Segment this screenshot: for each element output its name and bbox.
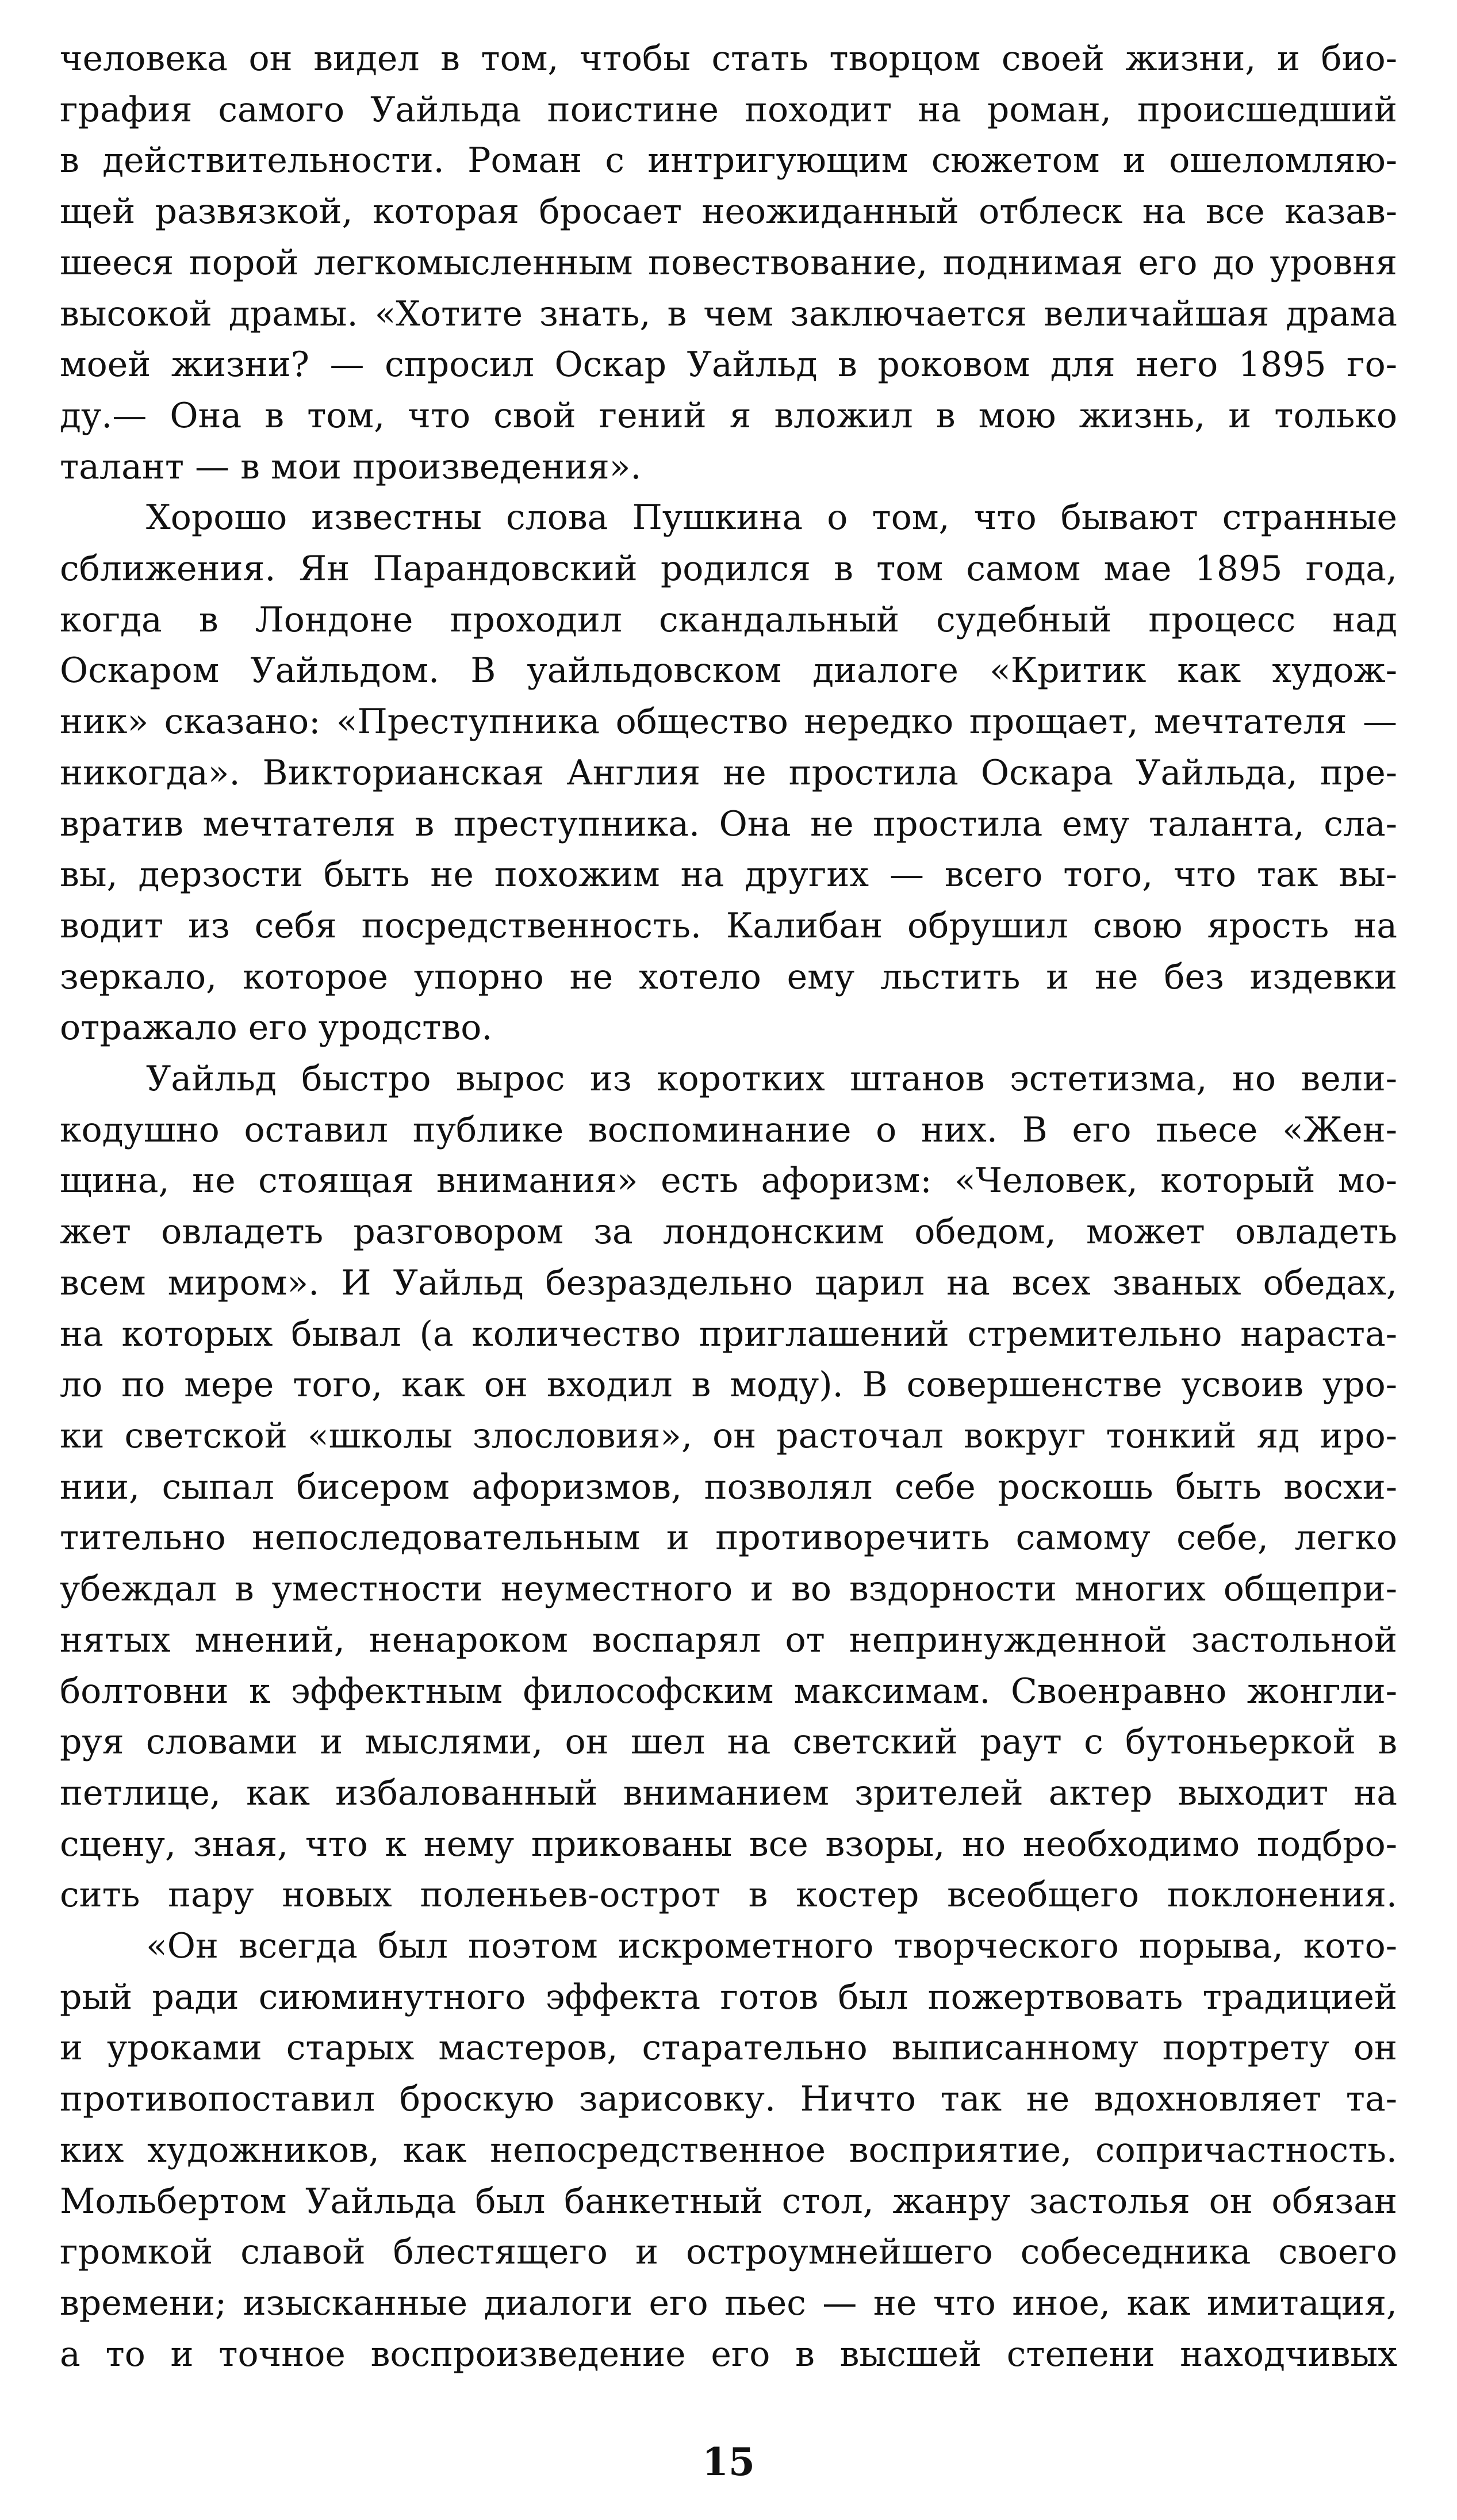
text-line: вы, дерзости быть не похожим на других — всего того, что так вы- — [60, 855, 1397, 895]
text-line: щей развязкой, которая бросает неожиданный отблеск на все казав- — [60, 192, 1397, 232]
text-line: противопоставил броскую зарисовку. Ничто так не вдохновляет та- — [60, 2079, 1397, 2120]
text-line: ник» сказано: «Преступника общество нередко прощает, мечтателя — — [60, 702, 1397, 742]
text-line: водит из себя посредственность. Калибан обрушил свою ярость на — [60, 905, 1397, 946]
text-line: высокой драмы. «Хотите знать, в чем заключается величайшая драма — [60, 293, 1397, 334]
text-line: зеркало, которое упорно не хотело ему льстить и не без издевки — [60, 956, 1397, 997]
text-line: на которых бывал (а количество приглашений стремительно нараста- — [60, 1313, 1397, 1354]
text-line: времени; изысканные диалоги его пьес — не что иное, как имитация, — [60, 2282, 1397, 2323]
text-line: шееся порой легкомысленным повествование, поднимая его до уровня — [60, 242, 1397, 283]
text-line: Мольбертом Уайльда был банкетный стол, жанру застолья он обязан — [60, 2181, 1397, 2222]
text-line: ду.— Она в том, что свой гений я вложил в мою жизнь, и только — [60, 395, 1397, 436]
text-line: никогда». Викторианская Англия не простила Оскара Уайльда, пре- — [60, 752, 1397, 793]
text-line: руя словами и мыслями, он шел на светский раут с бутоньеркой в — [60, 1722, 1397, 1763]
text-line: всем миром». И Уайльд безраздельно царил на всех званых обедах, — [60, 1262, 1397, 1303]
text-line: Уайльд быстро вырос из коротких штанов эстетизма, но вели- — [146, 1059, 1397, 1100]
page-number: 15 — [702, 2439, 755, 2484]
text-line: петлице, как избалованный вниманием зрителей актер выходит на — [60, 1772, 1397, 1813]
text-line: вратив мечтателя в преступника. Она не простила ему таланта, сла- — [60, 803, 1397, 844]
text-line: сцену, зная, что к нему прикованы все взоры, но необходимо подбро- — [60, 1824, 1397, 1864]
text-line: убеждал в уместности неуместного и во вздорности многих общепри- — [60, 1569, 1397, 1610]
text-line: кодушно оставил публике воспоминание о них. В его пьесе «Жен- — [60, 1109, 1397, 1150]
text-line: громкой славой блестящего и остроумнейшего собеседника своего — [60, 2232, 1397, 2273]
text-line: «Он всегда был поэтом искрометного творческого порыва, кото- — [146, 1926, 1397, 1967]
text-line: тительно непоследовательным и противоречить самому себе, легко — [60, 1518, 1397, 1558]
text-line: а то и точное воспроизведение его в высшей степени находчивых — [60, 2334, 1397, 2375]
text-line: рый ради сиюминутного эффекта готов был пожертвовать традицией — [60, 1977, 1397, 2017]
text-line: ких художников, как непосредственное восприятие, сопричастность. — [60, 2130, 1397, 2170]
text-line: жет овладеть разговором за лондонским обедом, может овладеть — [60, 1212, 1397, 1253]
paragraph — [60, 1054, 1397, 1921]
text-line: ки светской «школы злословия», он расточал вокруг тонкий яд иро- — [60, 1415, 1397, 1456]
text-line: нятых мнений, ненароком воспарял от непринужденной застольной — [60, 1619, 1397, 1660]
text-line: и уроками старых мастеров, старательно выписанному портрету он — [60, 2028, 1397, 2069]
paragraph — [60, 1921, 1397, 2380]
text-line: в действительности. Роман с интригующим сюжетом и ошеломляю- — [60, 140, 1397, 181]
paragraph — [60, 33, 1397, 492]
text-line: когда в Лондоне проходил скандальный судебный процесс над — [60, 599, 1397, 640]
paragraph — [60, 492, 1397, 1054]
text-line: Хорошо известны слова Пушкина о том, что бывают странные — [146, 497, 1397, 538]
text-line: отражало его уродство. — [60, 1008, 493, 1048]
text-line: человека он видел в том, чтобы стать творцом своей жизни, и био- — [60, 39, 1397, 79]
text-line: сить пару новых поленьев-острот в костер всеобщего поклонения. — [60, 1875, 1397, 1916]
text-line: талант — в мои произведения». — [60, 446, 642, 487]
text-line: сближения. Ян Парандовский родился в том самом мае 1895 года, — [60, 549, 1397, 589]
text-line: моей жизни? — спросил Оскар Уайльд в роковом для него 1895 го- — [60, 344, 1397, 385]
page-body — [60, 33, 1397, 2380]
text-line: нии, сыпал бисером афоризмов, позволял себе роскошь быть восхи- — [60, 1466, 1397, 1507]
text-line: графия самого Уайльда поистине походит на роман, происшедший — [60, 89, 1397, 130]
text-line: Оскаром Уайльдом. В уайльдовском диалоге «Критик как худож- — [60, 650, 1397, 691]
text-line: щина, не стоящая внимания» есть афоризм: «Человек, который мо- — [60, 1161, 1397, 1201]
text-line: болтовни к эффектным философским максимам. Своенравно жонгли- — [60, 1671, 1397, 1711]
text-line: ло по мере того, как он входил в моду). В совершенстве усвоив уро- — [60, 1365, 1397, 1405]
